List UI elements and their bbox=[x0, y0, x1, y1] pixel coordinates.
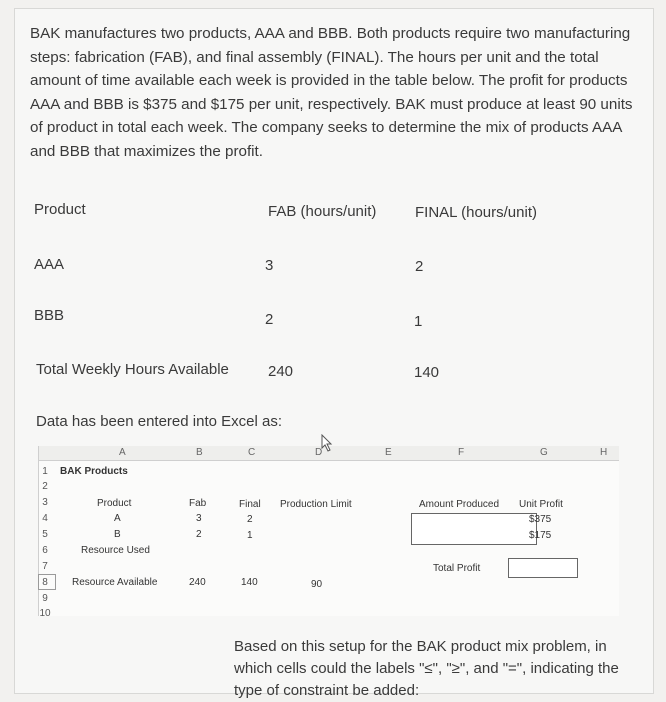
excel-avail-fab: 240 bbox=[189, 577, 206, 588]
mouse-cursor-icon bbox=[320, 434, 334, 452]
row-header-10: 10 bbox=[39, 608, 51, 619]
table-header-final: FINAL (hours/unit) bbox=[415, 204, 537, 221]
table-row-aaa-product: AAA bbox=[34, 256, 65, 273]
table-row-bbb-product: BBB bbox=[34, 307, 65, 324]
excel-product-a: A bbox=[114, 513, 121, 524]
excel-final-b: 1 bbox=[247, 530, 253, 541]
excel-total-profit-label: Total Profit bbox=[433, 563, 481, 574]
problem-statement: BAK manufactures two products, AAA and BBB. Both products require two manufacturing steps: fabrication (FAB), and final assembly (FINAL). The hours per unit and the total amount of time available each week is provided in the table below. The profit for products AAA and BBB is $375 and $175 per unit, respectively. BAK must produce at least 90 units of product in total each week. The company seeks to determine the mix of products AAA and BBB that maximizes the profit. bbox=[30, 25, 633, 160]
row-header-4: 4 bbox=[42, 513, 48, 524]
excel-fab-a: 3 bbox=[196, 513, 202, 524]
table-row-bbb-final: 1 bbox=[414, 313, 423, 330]
excel-intro-text: Data has been entered into Excel as: bbox=[36, 413, 282, 430]
row-header-9: 9 bbox=[42, 593, 48, 604]
table-header-product: Product bbox=[34, 201, 86, 218]
row-header-6: 6 bbox=[42, 545, 48, 556]
column-header-g: G bbox=[540, 447, 548, 458]
excel-product-b: B bbox=[114, 529, 121, 540]
column-header-f: F bbox=[458, 447, 465, 458]
question-text: Based on this setup for the BAK product mix problem, in which cells could the labels "≤", "≥", and "=", indicating the type of constraint be added: bbox=[234, 638, 619, 699]
excel-profit-b: $175 bbox=[529, 530, 552, 541]
column-header-e: E bbox=[385, 447, 392, 458]
row-header-1: 1 bbox=[42, 466, 48, 477]
row-header-3: 3 bbox=[42, 497, 48, 508]
excel-spreadsheet bbox=[38, 446, 619, 619]
table-total-fab: 240 bbox=[268, 363, 294, 380]
table-row-aaa-fab: 3 bbox=[265, 257, 274, 274]
column-header-c: C bbox=[248, 447, 256, 458]
excel-product-label: Product bbox=[97, 498, 132, 509]
column-header-d: D bbox=[315, 447, 323, 458]
table-row-bbb-fab: 2 bbox=[265, 311, 274, 328]
excel-production-limit-label: Production Limit bbox=[280, 499, 352, 510]
excel-unit-profit-label: Unit Profit bbox=[519, 499, 563, 510]
excel-resource-used-label: Resource Used bbox=[81, 545, 150, 556]
total-profit-input-box[interactable] bbox=[508, 558, 578, 578]
excel-title: BAK Products bbox=[60, 466, 128, 477]
table-row-aaa-final: 2 bbox=[415, 258, 424, 275]
table-header-fab: FAB (hours/unit) bbox=[268, 203, 377, 220]
excel-fab-b: 2 bbox=[196, 529, 202, 540]
excel-amount-produced-label: Amount Produced bbox=[419, 499, 500, 510]
amount-produced-input-box[interactable] bbox=[411, 513, 537, 545]
excel-final-label: Final bbox=[239, 499, 261, 510]
row-header-2: 2 bbox=[42, 481, 48, 492]
row-header-7: 7 bbox=[42, 561, 48, 572]
column-header-a: A bbox=[119, 447, 126, 458]
excel-fab-label: Fab bbox=[189, 498, 207, 509]
excel-avail-limit: 90 bbox=[311, 579, 323, 590]
excel-resource-available-label: Resource Available bbox=[72, 577, 158, 588]
row-header-5: 5 bbox=[42, 529, 48, 540]
excel-profit-a: $375 bbox=[529, 514, 552, 525]
excel-final-a: 2 bbox=[247, 514, 253, 525]
column-header-b: B bbox=[196, 447, 203, 458]
table-total-label: Total Weekly Hours Available bbox=[36, 361, 229, 378]
column-header-h: H bbox=[600, 447, 608, 458]
row-header-8: 8 bbox=[42, 577, 48, 588]
excel-avail-final: 140 bbox=[241, 577, 258, 588]
table-total-final: 140 bbox=[414, 364, 440, 381]
